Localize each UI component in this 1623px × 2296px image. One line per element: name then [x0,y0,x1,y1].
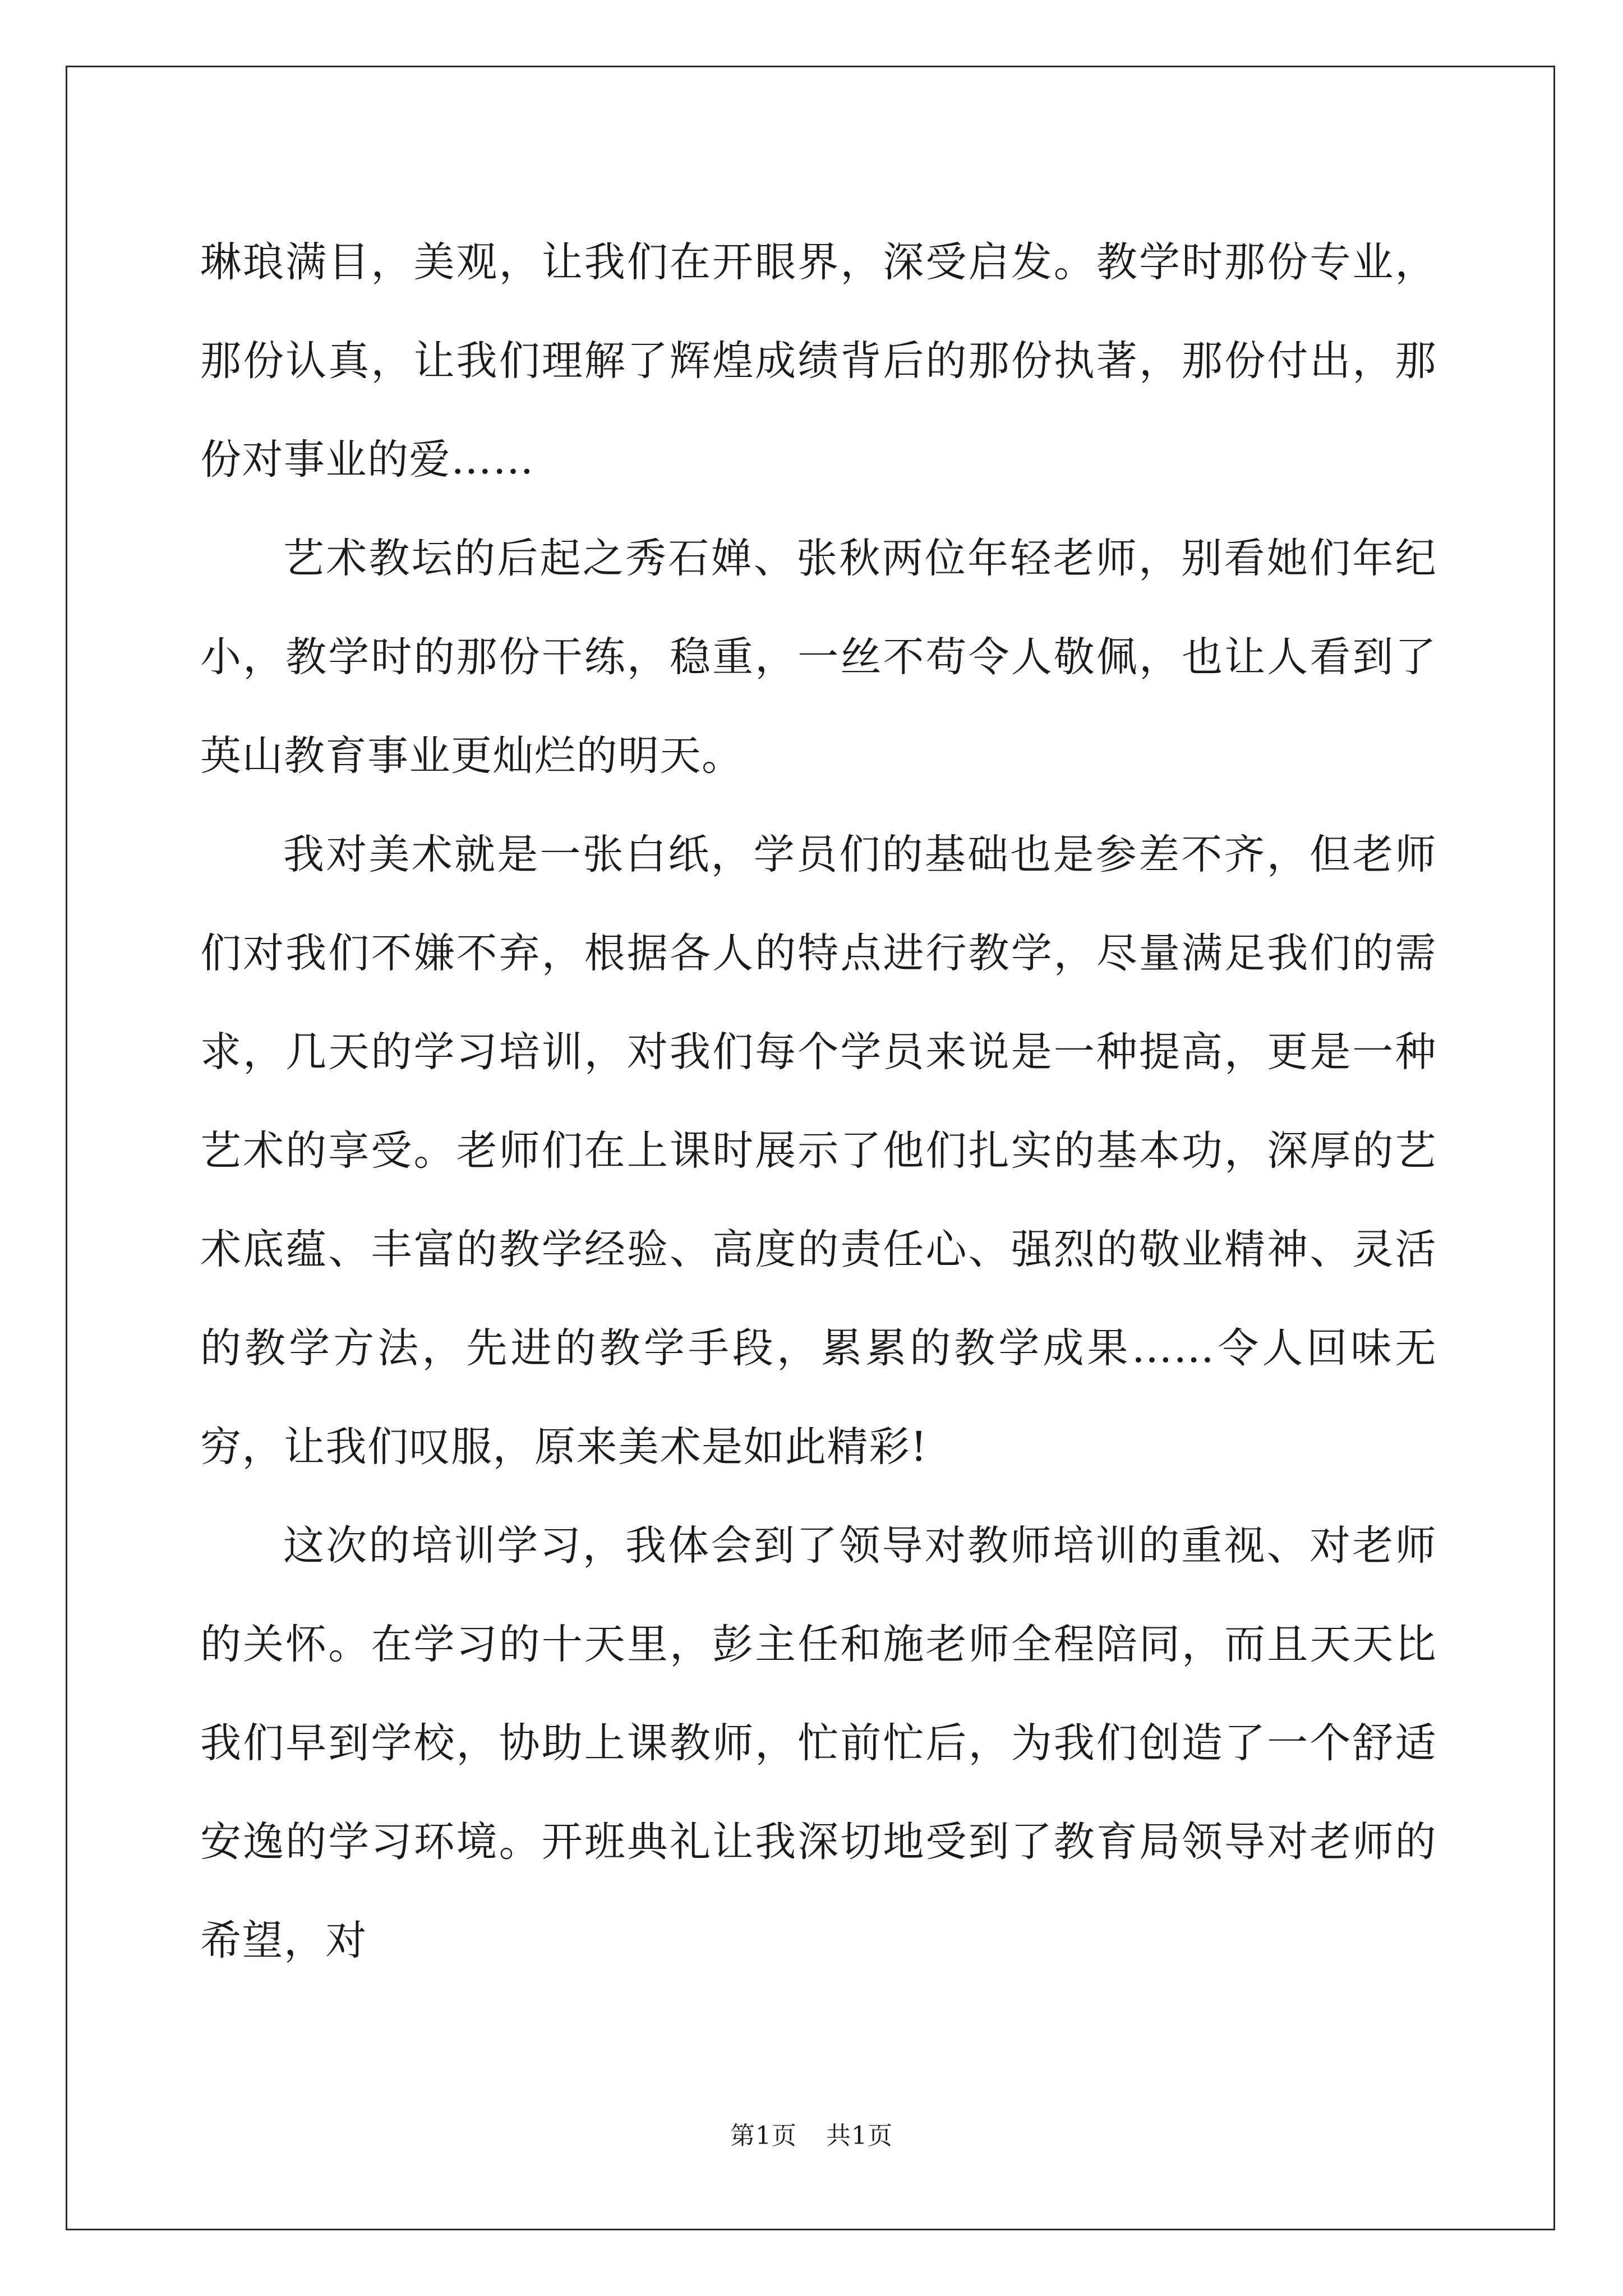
document-body [200,213,1437,1990]
page-total: 共1页 [826,2122,893,2150]
page-number: 第1页 [730,2122,797,2150]
paragraph-1: 琳琅满目，美观，让我们在开眼界，深受启发。教学时那份专业，那份认真，让我们理解了辉煌成绩背后的那份执著，那份付出，那份对事业的爱…… [200,238,1437,484]
paragraph-3: 我对美术就是一张白纸，学员们的基础也是参差不齐，但老师们对我们不嫌不弃，根据各人的特点进行教学，尽量满足我们的需求，几天的学习培训，对我们每个学员来说是一种提高，更是一种艺术的享受。老师们在上课时展示了他们扎实的基本功，深厚的艺术底蕴、丰富的教学经验、高度的责任心、强烈的敬业精神、灵活的教学方法，先进的教学手段，累累的教学成果……令人回味无穷，让我们叹服，原来美术是如此精彩! [200,831,1437,1471]
page-footer [0,2119,1623,2153]
paragraph-4: 这次的培训学习，我体会到了领导对教师培训的重视、对老师的关怀。在学习的十天里，彭主任和施老师全程陪同，而且天天比我们早到学校，协助上课教师，忙前忙后，为我们创造了一个舒适安逸的学习环境。开班典礼让我深切地受到了教育局领导对老师的希望，对 [200,1522,1437,1964]
paragraph-2: 艺术教坛的后起之秀石婵、张秋两位年轻老师，别看她们年纪小，教学时的那份干练，稳重，一丝不苟令人敬佩，也让人看到了英山教育事业更灿烂的明天。 [200,535,1437,780]
